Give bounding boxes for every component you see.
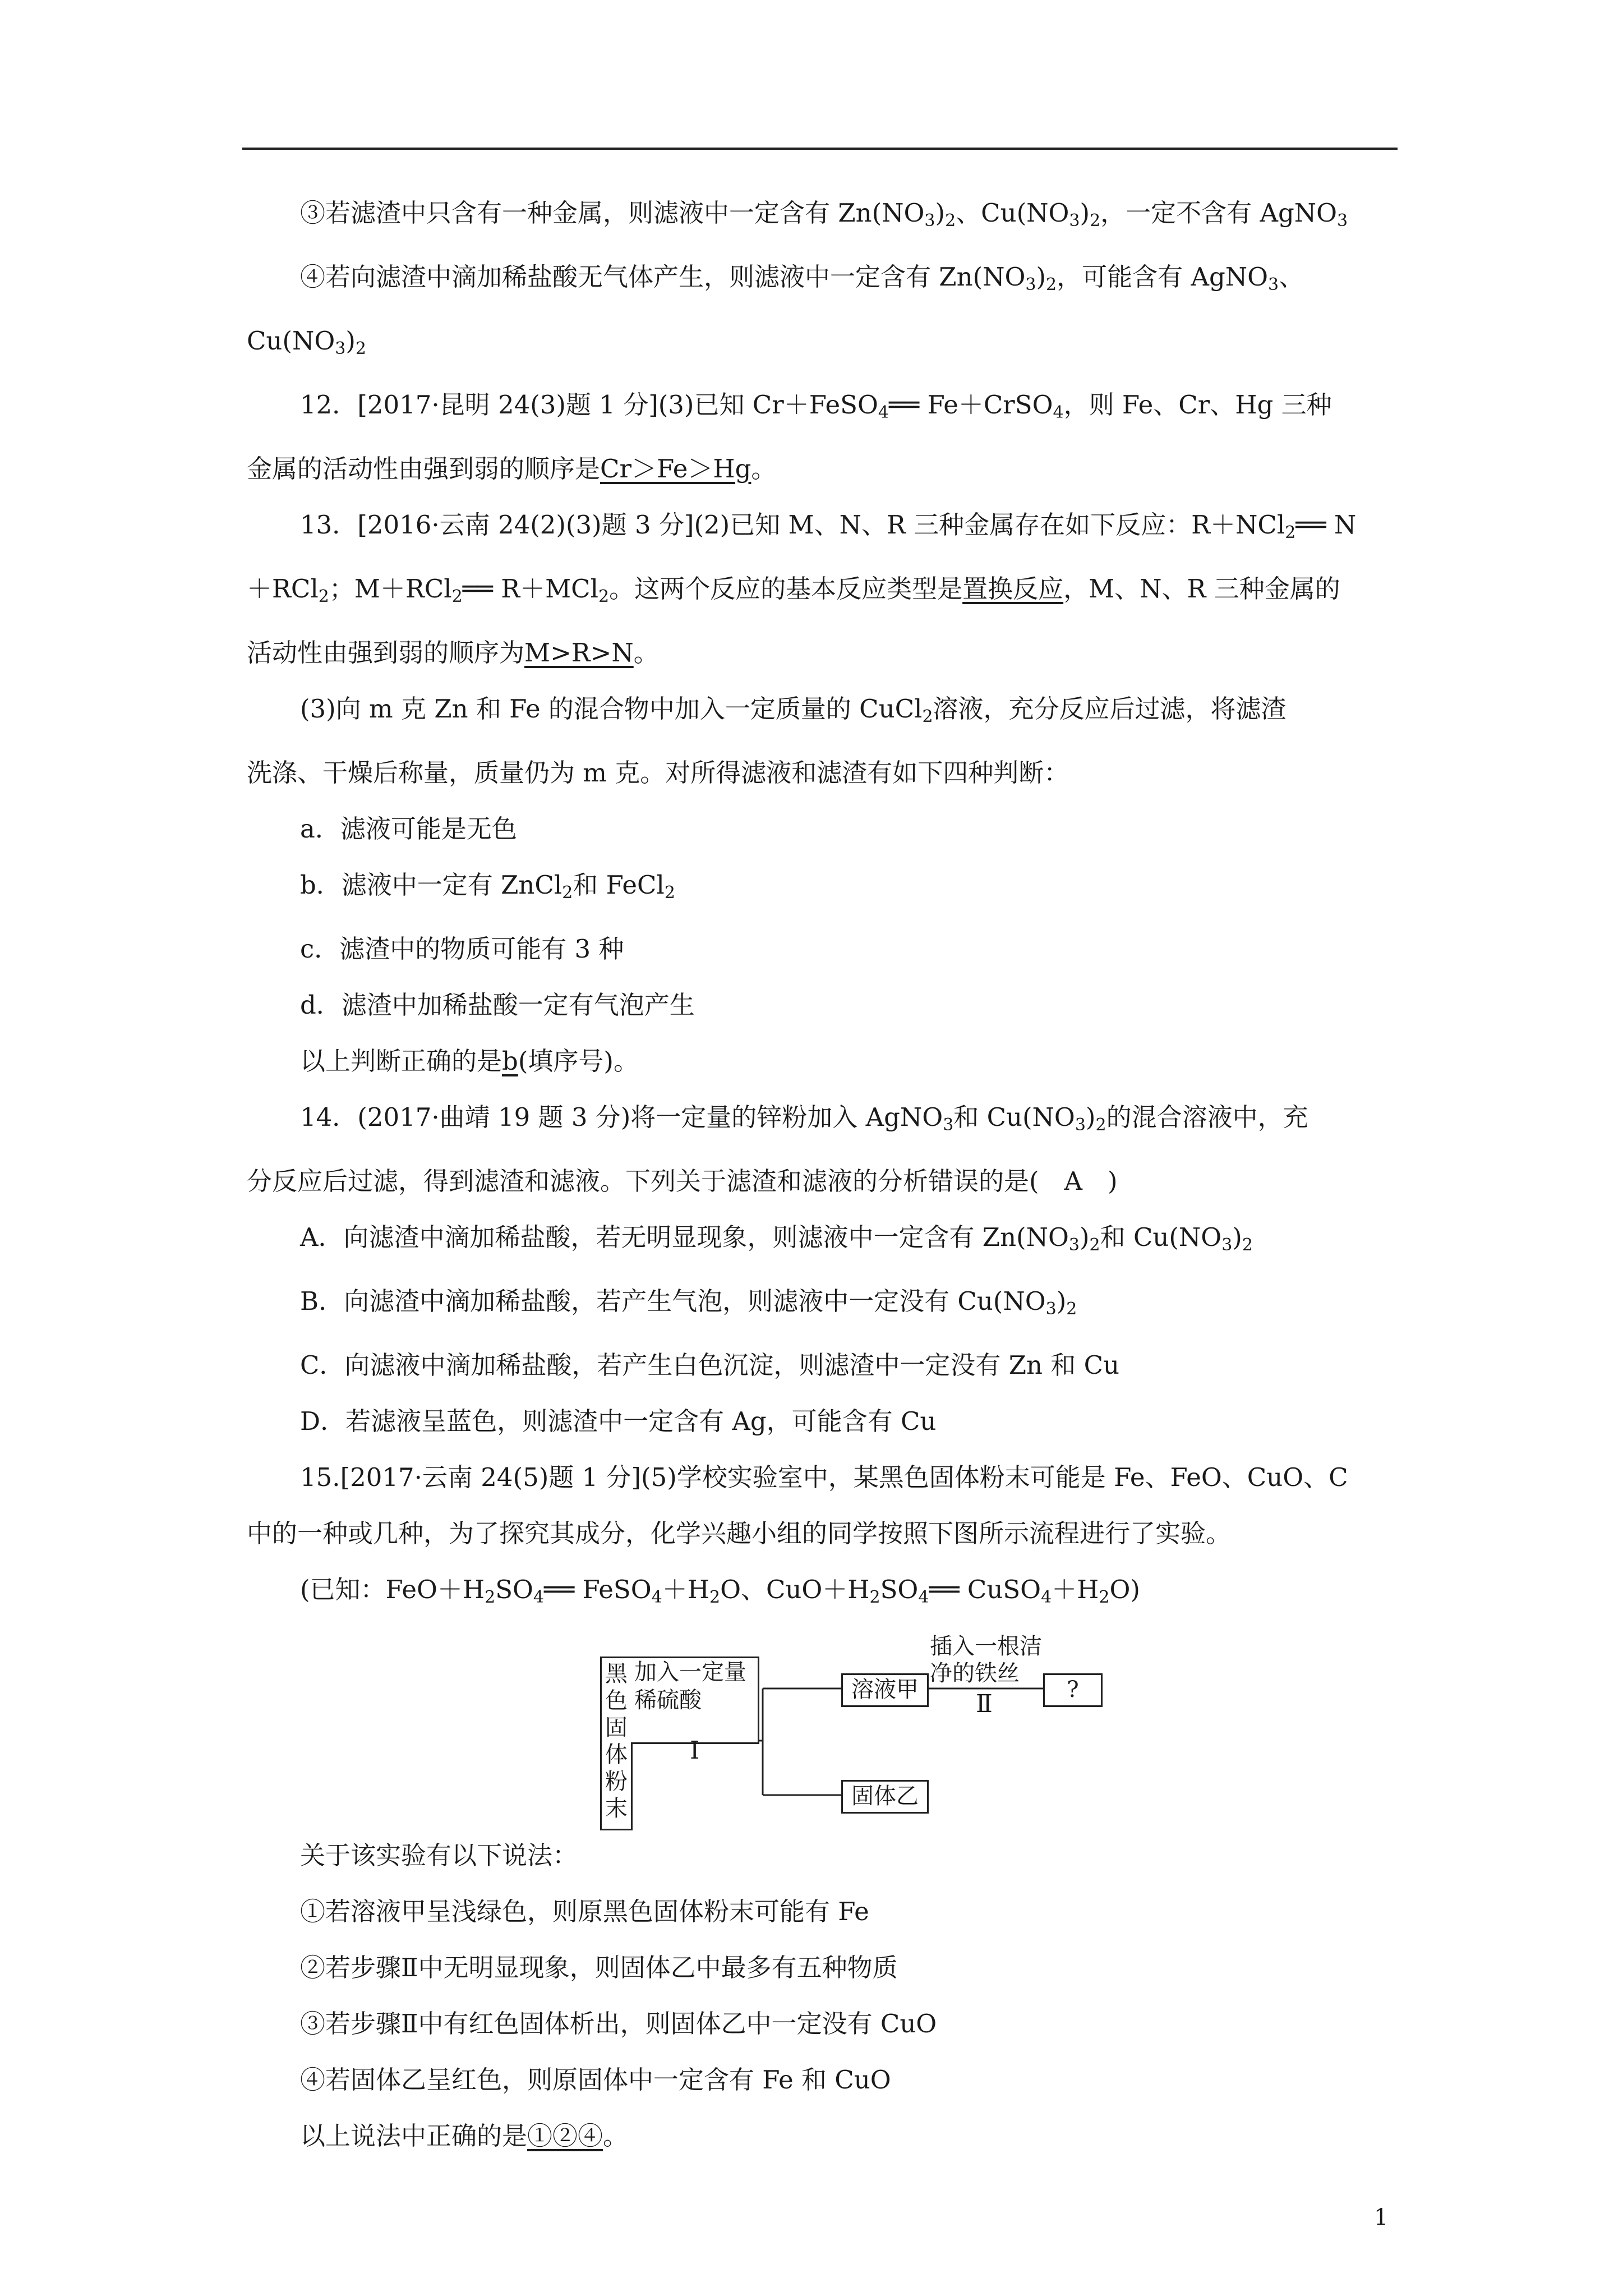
flow-box-start xyxy=(600,1657,633,1830)
text: ) xyxy=(345,326,356,356)
text: 14．(2017·曲靖 19 题 3 分)将一定量的锌粉加入 AgNO xyxy=(300,1102,943,1132)
subscript: 2 xyxy=(922,707,933,726)
item-4 xyxy=(247,249,1396,313)
text: 溶液，充分反应后过滤，将滤渣 xyxy=(933,694,1287,724)
text: d．滤渣中加稀盐酸一定有气泡产生 xyxy=(300,990,695,1020)
text: 和 FeCl xyxy=(573,870,665,900)
flow-step1-line1: 加入一定量 xyxy=(634,1659,746,1685)
text: ①若溶液甲呈浅绿色，则原黑色固体粉末可能有 Fe xyxy=(300,1897,869,1926)
item-3 xyxy=(247,185,1396,249)
subscript: 4 xyxy=(651,1588,662,1607)
text: 12．[2017·昆明 24(3)题 1 分](3)已知 Cr＋FeSO xyxy=(300,390,878,420)
text: 洗涤、干燥后称量，质量仍为 m 克。对所得滤液和滤渣有如下四种判断： xyxy=(247,758,1069,788)
subscript: 4 xyxy=(1041,1588,1052,1607)
header-rule xyxy=(242,148,1398,150)
text: O、CuO＋H xyxy=(720,1575,870,1604)
text: 中的一种或几种，为了探究其成分，化学兴趣小组的同学按照下图所示流程进行了实验。 xyxy=(247,1519,1232,1548)
flowchart xyxy=(247,1634,1396,1828)
text: 关于该实验有以下说法： xyxy=(300,1841,578,1870)
text: ，一定不含有 AgNO xyxy=(1100,198,1338,228)
text: 分反应后过滤，得到滤渣和滤液。下列关于滤渣和滤液的分析错误的是( A ) xyxy=(247,1166,1118,1196)
text: ③若步骤Ⅱ中有红色固体析出，则固体乙中一定没有 CuO xyxy=(300,2009,937,2039)
subscript: 2 xyxy=(485,1588,496,1607)
text: D．若滤液呈蓝色，则滤渣中一定含有 Ag，可能含有 Cu xyxy=(300,1406,937,1436)
text: ) xyxy=(1232,1222,1242,1252)
subscript: 2 xyxy=(1095,1115,1106,1135)
subscript: 2 xyxy=(1089,1235,1100,1255)
answer-15: ①②④ xyxy=(527,2121,603,2151)
text: ) xyxy=(1056,1286,1067,1316)
text: Cu(NO xyxy=(247,326,335,356)
statement-3 xyxy=(247,1996,1396,2052)
flow-solid-box xyxy=(841,1780,929,1814)
text: ) xyxy=(1080,198,1090,228)
flow-step2-number: Ⅱ xyxy=(976,1690,993,1718)
text: ══ Fe＋CrSO xyxy=(888,390,1053,420)
text: 。 xyxy=(751,454,777,484)
subscript: 3 xyxy=(924,211,935,231)
flow-solution-label: 溶液甲 xyxy=(851,1677,919,1703)
subscript: 3 xyxy=(943,1115,954,1135)
text: 金属的活动性由强到弱的顺序是 xyxy=(247,454,601,484)
question-13-answer xyxy=(247,1033,1396,1089)
text: ，M、N、R 三种金属的 xyxy=(1063,574,1340,604)
subscript: 3 xyxy=(1268,275,1279,295)
question-15-statements xyxy=(247,1828,1396,1884)
text: 。 xyxy=(633,638,659,668)
question-12-cont xyxy=(247,441,1396,497)
question-14-option-b xyxy=(247,1273,1396,1337)
text: b．滤液中一定有 ZnCl xyxy=(300,870,562,900)
subscript: 3 xyxy=(1069,211,1080,231)
text: (已知：FeO＋H xyxy=(300,1575,485,1604)
text: 的混合溶液中，充 xyxy=(1106,1102,1308,1132)
text: 和 Cu(NO xyxy=(953,1102,1075,1132)
text: A．向滤渣中滴加稀盐酸，若无明显现象，则滤液中一定含有 Zn(NO xyxy=(300,1222,1069,1252)
subscript: 2 xyxy=(1090,211,1101,231)
subscript: 2 xyxy=(1285,523,1296,542)
text: ══ CuSO xyxy=(929,1575,1041,1604)
text: 和 Cu(NO xyxy=(1100,1222,1222,1252)
subscript: 4 xyxy=(533,1588,545,1607)
subscript: 2 xyxy=(1066,1299,1077,1319)
text: SO xyxy=(880,1575,919,1604)
option-a xyxy=(247,801,1396,857)
text: Zn(NO xyxy=(838,198,925,228)
flow-step1-number: Ⅰ xyxy=(690,1736,700,1765)
text: ④若固体乙呈红色，则原固体中一定含有 Fe 和 CuO xyxy=(300,2065,891,2095)
subscript: 4 xyxy=(918,1588,929,1607)
subscript: 3 xyxy=(1025,275,1036,295)
flow-solid-label: 固体乙 xyxy=(851,1783,919,1809)
question-15-cont xyxy=(247,1506,1396,1562)
text: ＋H xyxy=(1052,1575,1099,1604)
text: ，则 Fe、Cr、Hg 三种 xyxy=(1063,390,1332,420)
text: 、 xyxy=(1279,262,1304,292)
text: ④若向滤渣中滴加稀盐酸无气体产生，则滤液中一定含有 Zn(NO xyxy=(300,262,1026,292)
text: 以上说法中正确的是 xyxy=(300,2121,528,2151)
flow-solution-box xyxy=(841,1673,929,1707)
text: 、Cu(NO xyxy=(956,198,1069,228)
question-14 xyxy=(247,1089,1396,1153)
question-15-known xyxy=(247,1562,1396,1626)
subscript: 2 xyxy=(709,1588,721,1607)
text: (填序号)。 xyxy=(518,1046,639,1076)
text: 活动性由强到弱的顺序为 xyxy=(247,638,525,668)
text: ) xyxy=(935,198,946,228)
text: ＋RCl xyxy=(247,574,319,604)
subscript: 2 xyxy=(869,1588,880,1607)
flow-step2-line2: 净的铁丝 xyxy=(930,1660,1020,1686)
flow-start-label: 黑色固体粉末 xyxy=(605,1661,628,1821)
subscript: 2 xyxy=(598,587,610,606)
text: ) xyxy=(1079,1222,1090,1252)
subscript: 3 xyxy=(1068,1235,1080,1255)
subscript: 3 xyxy=(1337,211,1348,231)
text: O) xyxy=(1109,1575,1140,1604)
subscript: 2 xyxy=(562,883,573,903)
statement-2 xyxy=(247,1940,1396,1996)
text: 以上判断正确的是 xyxy=(300,1046,502,1076)
text: ) xyxy=(1036,262,1046,292)
flow-unknown-box xyxy=(1043,1673,1103,1707)
text: 。这两个反应的基本反应类型是 xyxy=(609,574,963,604)
text: 13．[2016·云南 24(2)(3)题 3 分](2)已知 M、N、R 三种金属存在如下反应：R＋NCl xyxy=(300,510,1285,540)
question-12 xyxy=(247,377,1396,441)
text: ，可能含有 AgNO xyxy=(1057,262,1269,292)
flow-step1-line2: 稀硫酸 xyxy=(634,1687,702,1713)
text: a．滤液可能是无色 xyxy=(300,814,517,844)
subscript: 3 xyxy=(1045,1299,1057,1319)
question-14-option-c xyxy=(247,1337,1396,1393)
item-4-cont xyxy=(247,313,1396,377)
subscript: 2 xyxy=(664,883,675,903)
answer-13-judgement: b xyxy=(502,1046,518,1076)
subscript: 3 xyxy=(1221,1235,1233,1255)
option-b xyxy=(247,857,1396,921)
question-13-cont xyxy=(247,561,1396,625)
flow-unknown-label: ? xyxy=(1067,1677,1079,1703)
flowchart-connectors xyxy=(247,1637,1396,1828)
page-number: 1 xyxy=(1374,2205,1389,2230)
text: ══ R＋MCl xyxy=(462,574,598,604)
answer-12: Cr＞Fe＞Hg xyxy=(600,454,751,484)
text: c．滤渣中的物质可能有 3 种 xyxy=(300,934,624,964)
text: 。 xyxy=(603,2121,629,2151)
subscript: 3 xyxy=(335,339,346,358)
subscript: 2 xyxy=(1099,1588,1110,1607)
text: C．向滤液中滴加稀盐酸，若产生白色沉淀，则滤渣中一定没有 Zn 和 Cu xyxy=(300,1350,1120,1380)
question-14-cont xyxy=(247,1153,1396,1209)
text: (3)向 m 克 Zn 和 Fe 的混合物中加入一定质量的 CuCl xyxy=(300,694,923,724)
subscript: 2 xyxy=(318,587,329,606)
subscript: 2 xyxy=(451,587,463,606)
text: ③若滤渣中只含有一种金属，则滤液中一定含有 xyxy=(300,198,831,228)
document-body xyxy=(247,185,1396,2164)
question-13-part3-cont xyxy=(247,745,1396,801)
text: ══ FeSO xyxy=(544,1575,652,1604)
subscript: 2 xyxy=(1242,1235,1253,1255)
text: ②若步骤Ⅱ中无明显现象，则固体乙中最多有五种物质 xyxy=(300,1953,898,1982)
subscript: 2 xyxy=(1046,275,1057,295)
question-13-part3 xyxy=(247,681,1396,745)
question-13-cont2 xyxy=(247,625,1396,681)
question-15-answer xyxy=(247,2108,1396,2164)
flow-step2-line1: 插入一根洁 xyxy=(930,1634,1042,1659)
subscript: 2 xyxy=(355,339,366,358)
subscript: 3 xyxy=(1075,1115,1086,1135)
text: ) xyxy=(1085,1102,1096,1132)
text: SO xyxy=(495,1575,533,1604)
option-c xyxy=(247,921,1396,977)
text: 15.[2017·云南 24(5)题 1 分](5)学校实验室中，某黑色固体粉末可能是 Fe、FeO、CuO、C xyxy=(300,1462,1348,1492)
subscript: 4 xyxy=(878,403,889,422)
text: ＋H xyxy=(662,1575,709,1604)
answer-13-type: 置换反应 xyxy=(962,574,1064,604)
question-14-option-a xyxy=(247,1209,1396,1273)
question-15 xyxy=(247,1450,1396,1506)
subscript: 4 xyxy=(1053,403,1064,422)
text: B．向滤渣中滴加稀盐酸，若产生气泡，则滤液中一定没有 Cu(NO xyxy=(300,1286,1046,1316)
question-14-option-d xyxy=(247,1393,1396,1450)
text: ；M＋RCl xyxy=(329,574,452,604)
option-d xyxy=(247,977,1396,1033)
subscript: 2 xyxy=(945,211,956,231)
answer-13-order: M>R>N xyxy=(524,638,634,668)
statement-1 xyxy=(247,1884,1396,1940)
statement-4 xyxy=(247,2052,1396,2108)
flow-step1-box xyxy=(631,1657,759,1744)
question-13 xyxy=(247,497,1396,561)
text: ══ N xyxy=(1295,510,1357,540)
